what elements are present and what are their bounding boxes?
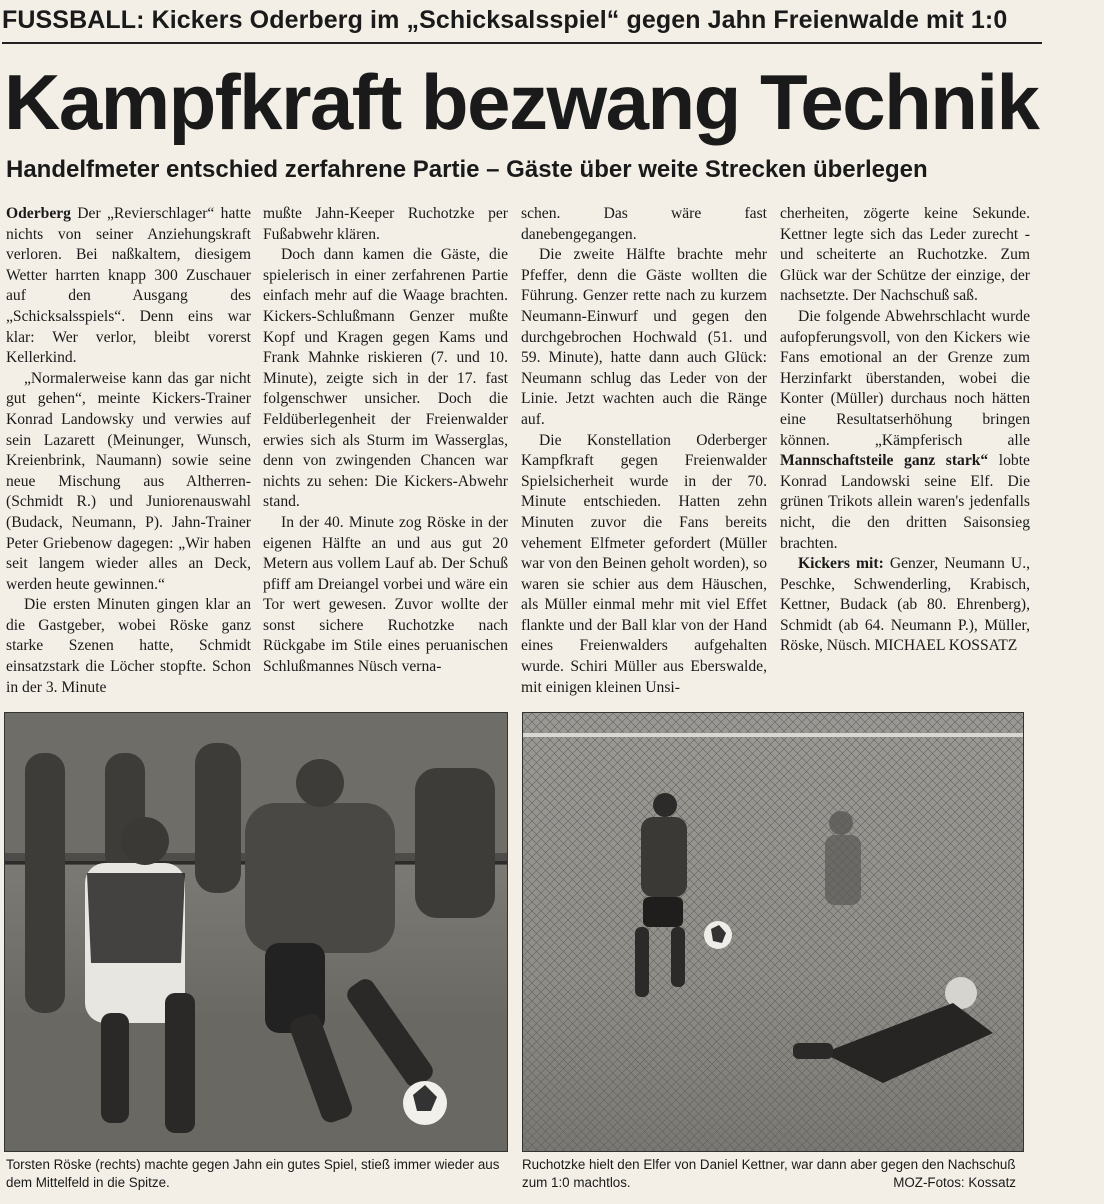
lineup-label: Kickers mit: xyxy=(798,555,884,573)
quote-emphasis: Mannschaftsteile ganz stark“ xyxy=(780,452,989,470)
paragraph: schen. Das wäre fast danebengegangen. xyxy=(521,205,767,243)
paragraph-text: Der „Revierschlager“ hatte nichts von seiner Anziehungskraft verloren. Bei naßkaltem, diesigem Wetter harrten knapp 300 Zuschauer auf den Ausgang des „Schicksalsspiels“. Denn eins war klar: Wer verlor, bleibt vorerst Kellerkind. xyxy=(6,205,251,367)
paragraph: „Normalerweise kann das gar nicht gut gehen“, meinte Kickers-Trainer Konrad Landowsky und verwies auf sein Lazarett (Meinunger, Wunsch, Kreienbrink, Naumann) sowie seine neue Mischung aus Altherren- (Schmidt R.) und Juniorenauswahl (Budack, Neumann, P). Jahn-Trainer Peter Griebenow dagegen: „Wir haben seit langem wieder alles an Deck, werden heute gewinnen.“ xyxy=(6,369,251,593)
paragraph: Die ersten Minuten gingen klar an die Gastgeber, wobei Röske ganz starke Szenen hatte, Schmidt einsatzstark die Löcher stopfte. Schon in der 3. Minute xyxy=(6,596,251,696)
paragraph: Doch dann kamen die Gäste, die spielerisch in einer zerfahrenen Partie einfach mehr auf die Waage brachten. Kickers-Schlußmann Genzer mußte Kopf und Kragen gegen Kams und Frank Mahnke riskieren (7. und 10. Minute), zeigte sich in der 17. fast folgenschwer unsicher. Doch die Feldüberlegenheit der Freienwalder erwies sich als Sturm im Wasserglas, denn von zwingenden Chancen war nichts zu sehen: Die Kickers-Abwehr stand. xyxy=(263,246,508,511)
caption-text: Ruchotzke hielt den Elfer von Daniel Kettner, war dann aber gegen den Nachschuß zum 1:0 machtlos. xyxy=(522,1157,1016,1190)
paragraph xyxy=(6,204,251,369)
paragraph: cherheiten, zögerte keine Sekunde. Kettner legte sich das Leder zurecht - und scheiterte an Ruchotzke. Zum Glück war der Schütze der einzige, der nachsetzte. Der Nachschuß saß. xyxy=(780,205,1030,305)
photo-penalty-save xyxy=(522,712,1024,1152)
author-byline: MICHAEL KOSSATZ xyxy=(874,637,1018,655)
photo-illustration xyxy=(523,713,1023,1151)
paragraph: In der 40. Minute zog Röske in der eigenen Hälfte an und aus gut 20 Metern aus vollem Lauf ab. Der Schuß pfiff am Dreiangel vorbei und wäre ein Tor wert gewesen. Zuvor wollte der sonst sichere Ruchotzke nach Rückgabe im Stile eines peruanischen Schlußmannes Nüsch verna- xyxy=(263,513,508,676)
paragraph: mußte Jahn-Keeper Ruchotzke per Fußabwehr klären. xyxy=(263,205,508,243)
paragraph: Die Konstellation Oderberger Kampfkraft gegen Freienwalder Spielsicherheit wurde in der 70. Minute entschieden. Hatten zehn Minuten zuvor die Fans bereits vehement Elfmeter gefordert (Müller war von den Beinen geholt worden), so waren sie schier aus dem Häuschen, als Müller einmal mehr mit viel Effet flankte und der Ball klar von der Hand eines Freienwalders aufgehalten wurde. Schiri Müller aus Eberswalde, mit einigen kleinen Unsi- xyxy=(521,431,767,696)
paragraph-text: Die folgende Abwehrschlacht wurde aufopferungsvoll, von den Kickers wie Fans emotional an der Grenze zum Herzinfarkt überstanden, wobei die Konter (Müller) durchaus noch hätten eine Resultatserhöhung bringen können. „Kämpferisch alle xyxy=(780,307,1030,449)
lineup-text: Genzer, Neumann U., Peschke, Schwenderling, Krabisch, Kettner, Budack (ab 80. Ehrenberg), Schmidt (ab 64. Neumann P.), Müller, Röske, Nüsch. xyxy=(780,555,1030,655)
lineup xyxy=(780,554,1030,657)
photo-illustration xyxy=(5,713,507,1151)
paragraph xyxy=(780,307,1030,554)
text-column-4 xyxy=(780,204,1030,704)
text-column-3 xyxy=(521,204,767,704)
text-column-2 xyxy=(263,204,508,704)
article-headline: Kampfkraft bezwang Technik xyxy=(4,58,1039,146)
photo-credit: MOZ-Fotos: Kossatz xyxy=(893,1175,1016,1190)
photo-caption-right xyxy=(522,1156,1016,1192)
photo-match-scene xyxy=(4,712,508,1152)
article-kicker: FUSSBALL: Kickers Oderberg im „Schicksalsspiel“ gegen Jahn Freienwalde mit 1:0 xyxy=(2,0,1042,44)
photo-caption-left: Torsten Röske (rechts) machte gegen Jahn ein gutes Spiel, stieß immer wieder aus dem Mittelfeld in die Spitze. xyxy=(6,1157,500,1190)
paragraph-text: lobte Konrad Landowski seine Elf. Die grünen Trikots allein waren's jedenfalls nicht, die den dritten Saisonsieg brachten. xyxy=(780,452,1030,552)
paragraph: Die zweite Hälfte brachte mehr Pfeffer, denn die Gäste wollten die Führung. Genzer rette nach zu kurzem Neumann-Einwurf und gegen den durchgebrochen Hochwald (51. und 59. Minute), hatte dann auch Glück: Neumann schlug das Leder von der Linie. Jetzt wachten auch die Ränge auf. xyxy=(521,246,767,428)
dateline: Oderberg xyxy=(6,205,71,222)
text-column-1 xyxy=(6,204,251,704)
article-subhead: Handelfmeter entschied zerfahrene Partie – Gäste über weite Strecken überlegen xyxy=(6,156,928,183)
